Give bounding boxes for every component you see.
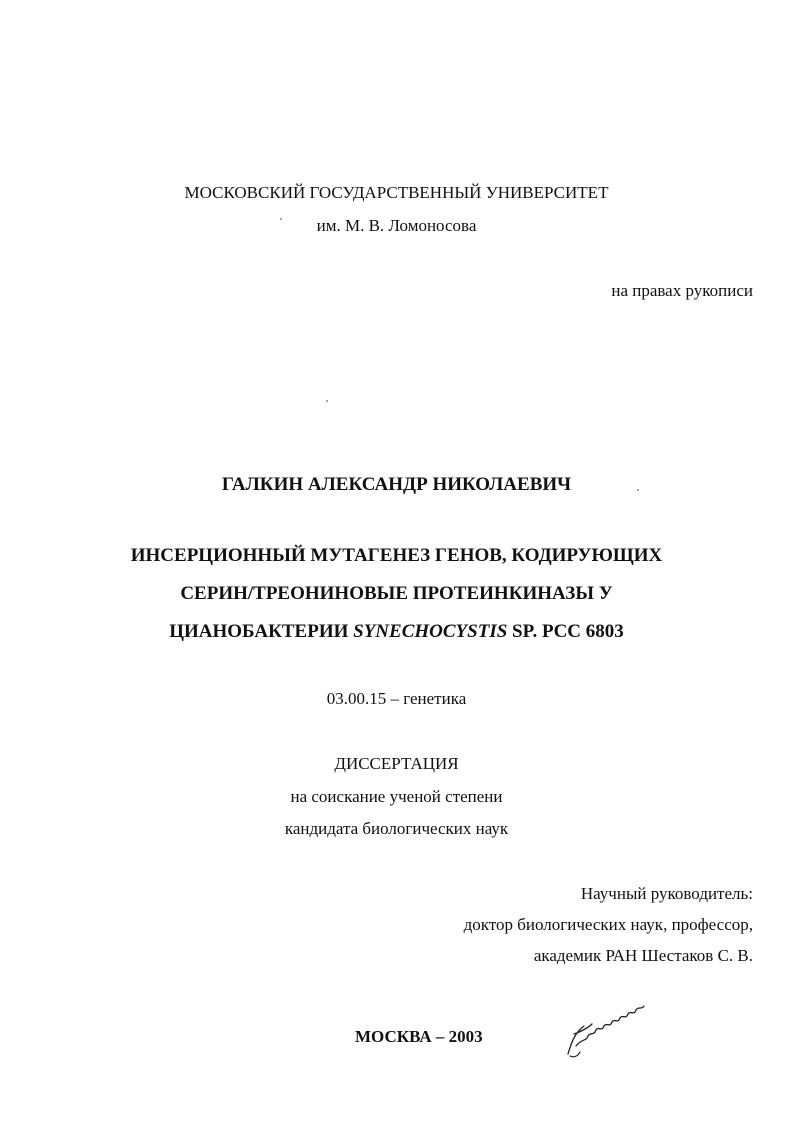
- city-year: МОСКВА – 2003: [355, 1027, 483, 1046]
- handwritten-signature: [562, 1002, 648, 1064]
- dissertation-title-line-3: [0, 620, 793, 644]
- title-line-3-prefix: ЦИАНОБАКТЕРИИ: [169, 621, 354, 642]
- supervisor-label: Научный руководитель:: [580, 884, 753, 903]
- manuscript-note: на правах рукописи: [611, 281, 753, 300]
- university-name: МОСКОВСКИЙ ГОСУДАРСТВЕННЫЙ УНИВЕРСИТЕТ: [184, 183, 609, 202]
- university-named-after: им. М. В. Ломоносова: [316, 216, 477, 235]
- supervisor-credentials: доктор биологических наук, профессор,: [463, 915, 753, 934]
- degree-name: кандидата биологических наук: [284, 819, 509, 838]
- dissertation-title-line-2: СЕРИН/ТРЕОНИНОВЫЕ ПРОТЕИНКИНАЗЫ У: [180, 583, 613, 604]
- specialty-code: 03.00.15 – генетика: [326, 689, 467, 708]
- title-organism-name: SYNECHOCYSTIS: [353, 621, 508, 642]
- dissertation-title-line-1: ИНСЕРЦИОННЫЙ МУТАГЕНЕЗ ГЕНОВ, КОДИРУЮЩИХ: [130, 545, 663, 566]
- author-name: ГАЛКИН АЛЕКСАНДР НИКОЛАЕВИЧ: [221, 474, 572, 495]
- degree-purpose: на соискание ученой степени: [290, 787, 503, 806]
- title-line-3-suffix: SP. PCC 6803: [507, 621, 624, 642]
- scan-speck: [280, 218, 282, 220]
- scan-speck: [326, 400, 328, 402]
- scan-speck: [637, 489, 639, 491]
- document-type: ДИССЕРТАЦИЯ: [334, 754, 459, 773]
- supervisor-name: академик РАН Шестаков С. В.: [533, 946, 753, 965]
